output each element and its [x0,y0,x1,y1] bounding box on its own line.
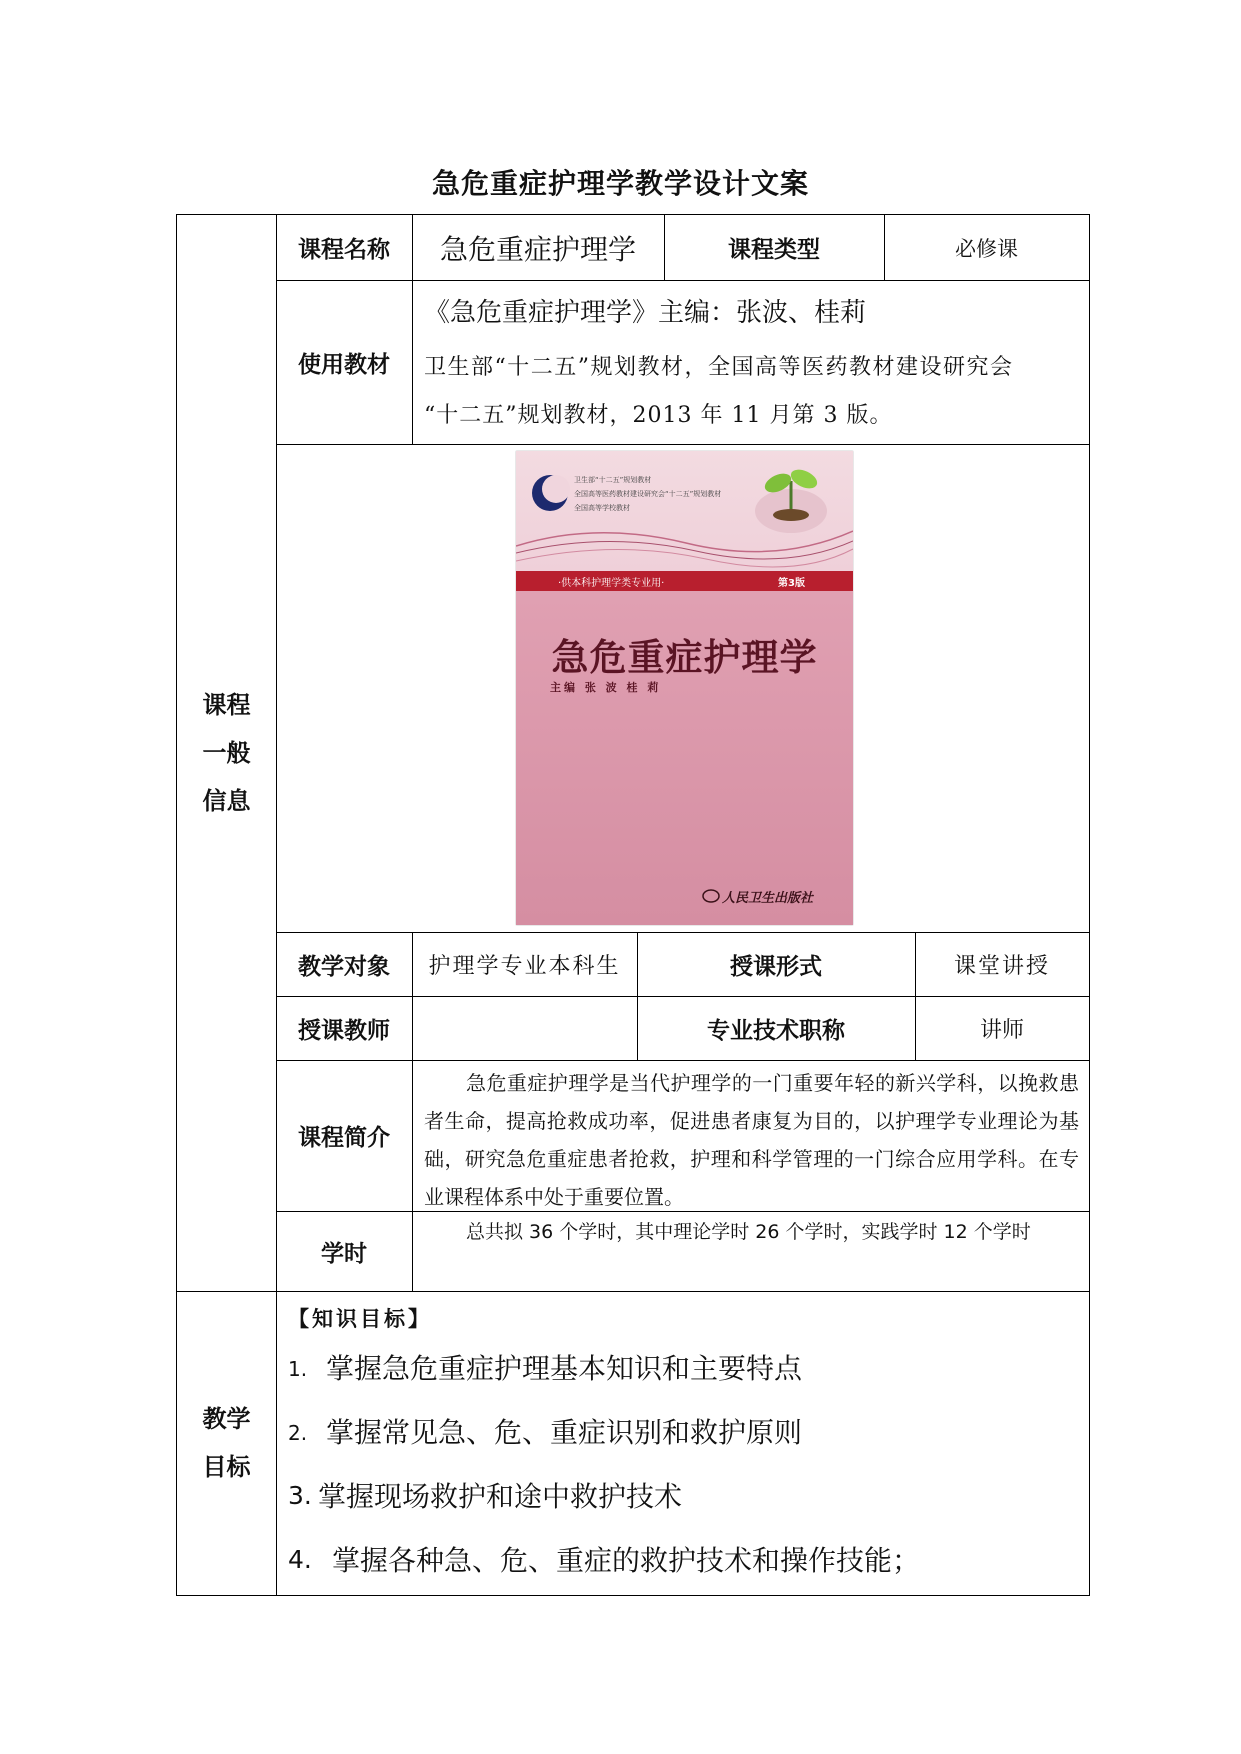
section-label-line: 课程 [202,691,251,719]
goal-number: 2. [288,1421,308,1445]
intro-label: 课程简介 [298,1125,390,1151]
goal-item [288,1475,1068,1515]
publisher-logo-icon [702,889,720,903]
section-label-line: 一般 [202,739,251,767]
cover-series-line: 全国高等学校教材 [574,504,630,512]
goal-number: 3. [288,1481,312,1510]
cover-title: 急危重症护理学 [551,636,818,679]
cover-publisher: 人民卫生出版社 [722,891,814,906]
page-title: 急危重症护理学教学设计文案 [431,167,809,200]
textbook-label: 使用教材 [298,351,390,378]
job-title-label: 专业技术职称 [707,1017,845,1044]
cover-red-band [516,571,853,591]
cover-top-area [516,451,853,571]
section-label-teaching-goals [177,1291,276,1595]
section-label-line: 目标 [202,1453,251,1481]
cover-band-left: ·供本科护理学类专业用· [558,578,665,589]
goal-item [288,1539,1068,1579]
hours-text: 总共拟 36 个学时，其中理论学时 26 个学时，实践学时 12 个学时 [466,1221,1031,1243]
audience-label: 教学对象 [298,953,390,980]
goal-text: 掌握现场救护和途中救护技术 [318,1480,683,1513]
teacher-label: 授课教师 [298,1017,390,1044]
section-label-line: 信息 [202,787,251,815]
course-name-label: 课程名称 [298,237,390,263]
goals-heading: 【知识目标】 [288,1307,432,1331]
course-type-label: 课程类型 [728,237,820,263]
audience-value: 护理学专业本科生 [428,953,621,979]
section-label-general-info [177,215,276,1291]
textbook-line: 《急危重症护理学》主编：张波、桂莉 [424,298,867,328]
goal-item [288,1411,1068,1451]
cover-band-right: 第3版 [778,578,805,589]
cover-series-line: 全国高等医药教材建设研究会“十二五”规划教材 [574,490,722,498]
textbook-info [412,280,1089,444]
goals-block [276,1291,1089,1595]
goal-text: 掌握常见急、危、重症识别和救护原则 [326,1416,803,1449]
cover-editor: 主编 张 波 桂 莉 [550,681,662,694]
goal-item [288,1347,1068,1387]
goal-number: 1. [288,1357,308,1381]
goal-number: 4. [288,1545,312,1574]
course-type-value: 必修课 [955,236,1018,261]
textbook-cover-image [516,451,853,925]
course-name-value: 急危重症护理学 [439,232,636,266]
section-label-line: 教学 [202,1405,251,1433]
hours-label: 学时 [321,1240,367,1267]
textbook-line: “十二五”规划教材，2013 年 11 月第 3 版。 [424,403,893,428]
job-title-value: 讲师 [979,1017,1024,1043]
goal-text: 掌握各种急、危、重症的救护技术和操作技能； [332,1544,921,1577]
intro-text: 急危重症护理学是当代护理学的一门重要年轻的新兴学科，以挽救患者生命，提高抢救成功率，促进患者康复为目的，以护理学专业理论为基础，研究急危重症患者抢救，护理和科学管理的一门综合应用学科。在专业课程体系中处于重要位置。 [424,1071,1079,1209]
goal-text: 掌握急危重症护理基本知识和主要特点 [326,1352,803,1385]
format-value: 课堂讲授 [953,953,1050,979]
format-label: 授课形式 [730,953,822,980]
teacher-value [412,996,637,1060]
cover-decoration [516,451,853,571]
cover-series-line: 卫生部“十二五”规划教材 [574,476,652,484]
row-divider [276,444,1089,445]
textbook-line: 卫生部“十二五”规划教材，全国高等医药教材建设研究会 [424,355,1014,380]
